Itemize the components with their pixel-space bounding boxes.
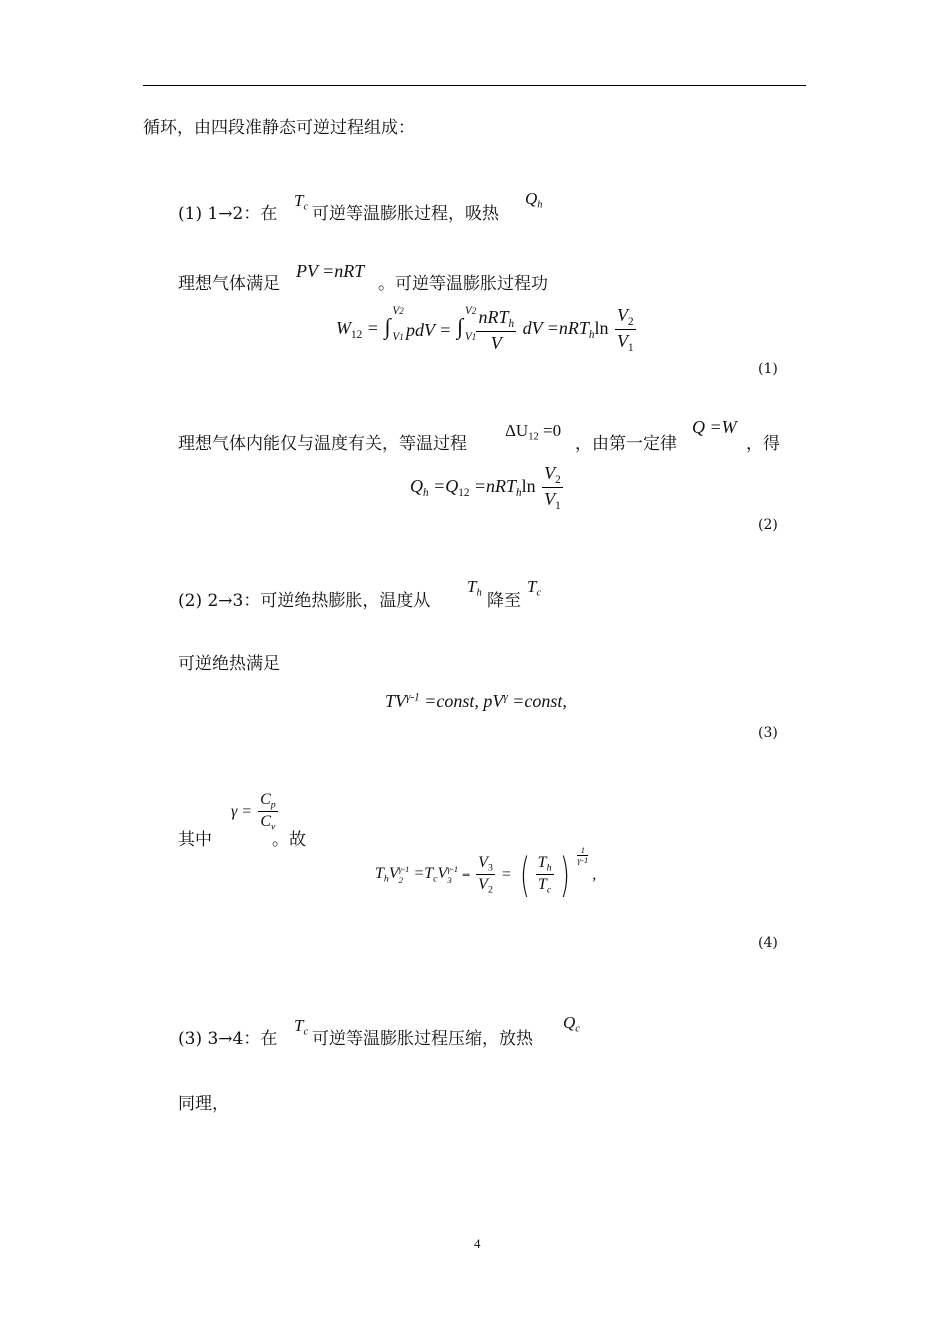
step1-text: 可逆等温膨胀过程，吸热 [312,204,499,224]
result-text: ，得 [746,434,780,454]
symbol-qc: $Q_c$ [563,1013,580,1035]
symbol-tc-3: $T_c$ [294,1016,309,1038]
equation-1: $W_{12}$ = ∫ V2 V1 pdV = ∫ V2 V1 $\frac{nRT_h}{V}$ dV =nRT$_h$ln $\frac{V_2}{V_1}$ [336,305,634,354]
ideal-gas-law: PV =nRT [296,261,365,281]
equation-2: $Q_h =Q_{12} =nRT_h\ln$ $\frac{V_2}{V_1}$ [410,463,561,512]
equation-number-1: (1) [758,361,778,377]
where-text: 其中 [178,830,212,850]
first-law: Q =W [692,417,737,437]
gamma-definition: γ = $\frac{C_p}{C_v}$ [231,791,276,833]
delta-u: $\Delta U_{12} =0$ [505,421,562,443]
internal-energy-text: 理想气体内能仅与温度有关，等温过程 [178,434,467,454]
work-text: 。可逆等温膨胀过程功 [378,274,548,294]
similarly-text: 同理， [178,1094,229,1114]
symbol-th: $T_h$ [467,577,482,599]
equation-3: $TV^{\gamma-1}$ =const, $pV^\gamma$ =const, [385,691,567,711]
step3-text: 可逆等温膨胀过程压缩，放热 [312,1029,533,1049]
step2-label: (2) 2→3：可逆绝热膨胀，温度从 [178,591,431,611]
equation-number-3: (3) [758,725,778,741]
symbol-tc: $T_c$ [294,191,309,213]
first-law-text: ，由第一定律 [575,434,677,454]
equation-4: $T_hV$ γ-1 2 $=T_cV$ γ-1 3 ⇒ $\frac{V_3}{V_2}$ = ( $\frac{T_h}{T_c}$ ) $\frac{1}{\gamma-1}$ , [375,845,597,902]
header-rule [143,85,806,86]
symbol-tc-2: $T_c$ [527,577,542,599]
step2-text: 降至 [487,591,521,611]
symbol-qh: $Q_h$ [525,189,543,211]
step1-label: (1) 1→2：在 [178,204,278,224]
equation-number-2: (2) [758,517,778,533]
adiabatic-text: 可逆绝热满足 [178,654,280,674]
step3-label: (3) 3→4：在 [178,1029,278,1049]
intro-line: 循环，由四段准静态可逆过程组成： [143,118,415,138]
ideal-gas-text: 理想气体满足 [178,274,280,294]
page-number: 4 [474,1236,481,1251]
therefore-text: 。故 [272,830,306,850]
equation-number-4: (4) [758,935,778,951]
